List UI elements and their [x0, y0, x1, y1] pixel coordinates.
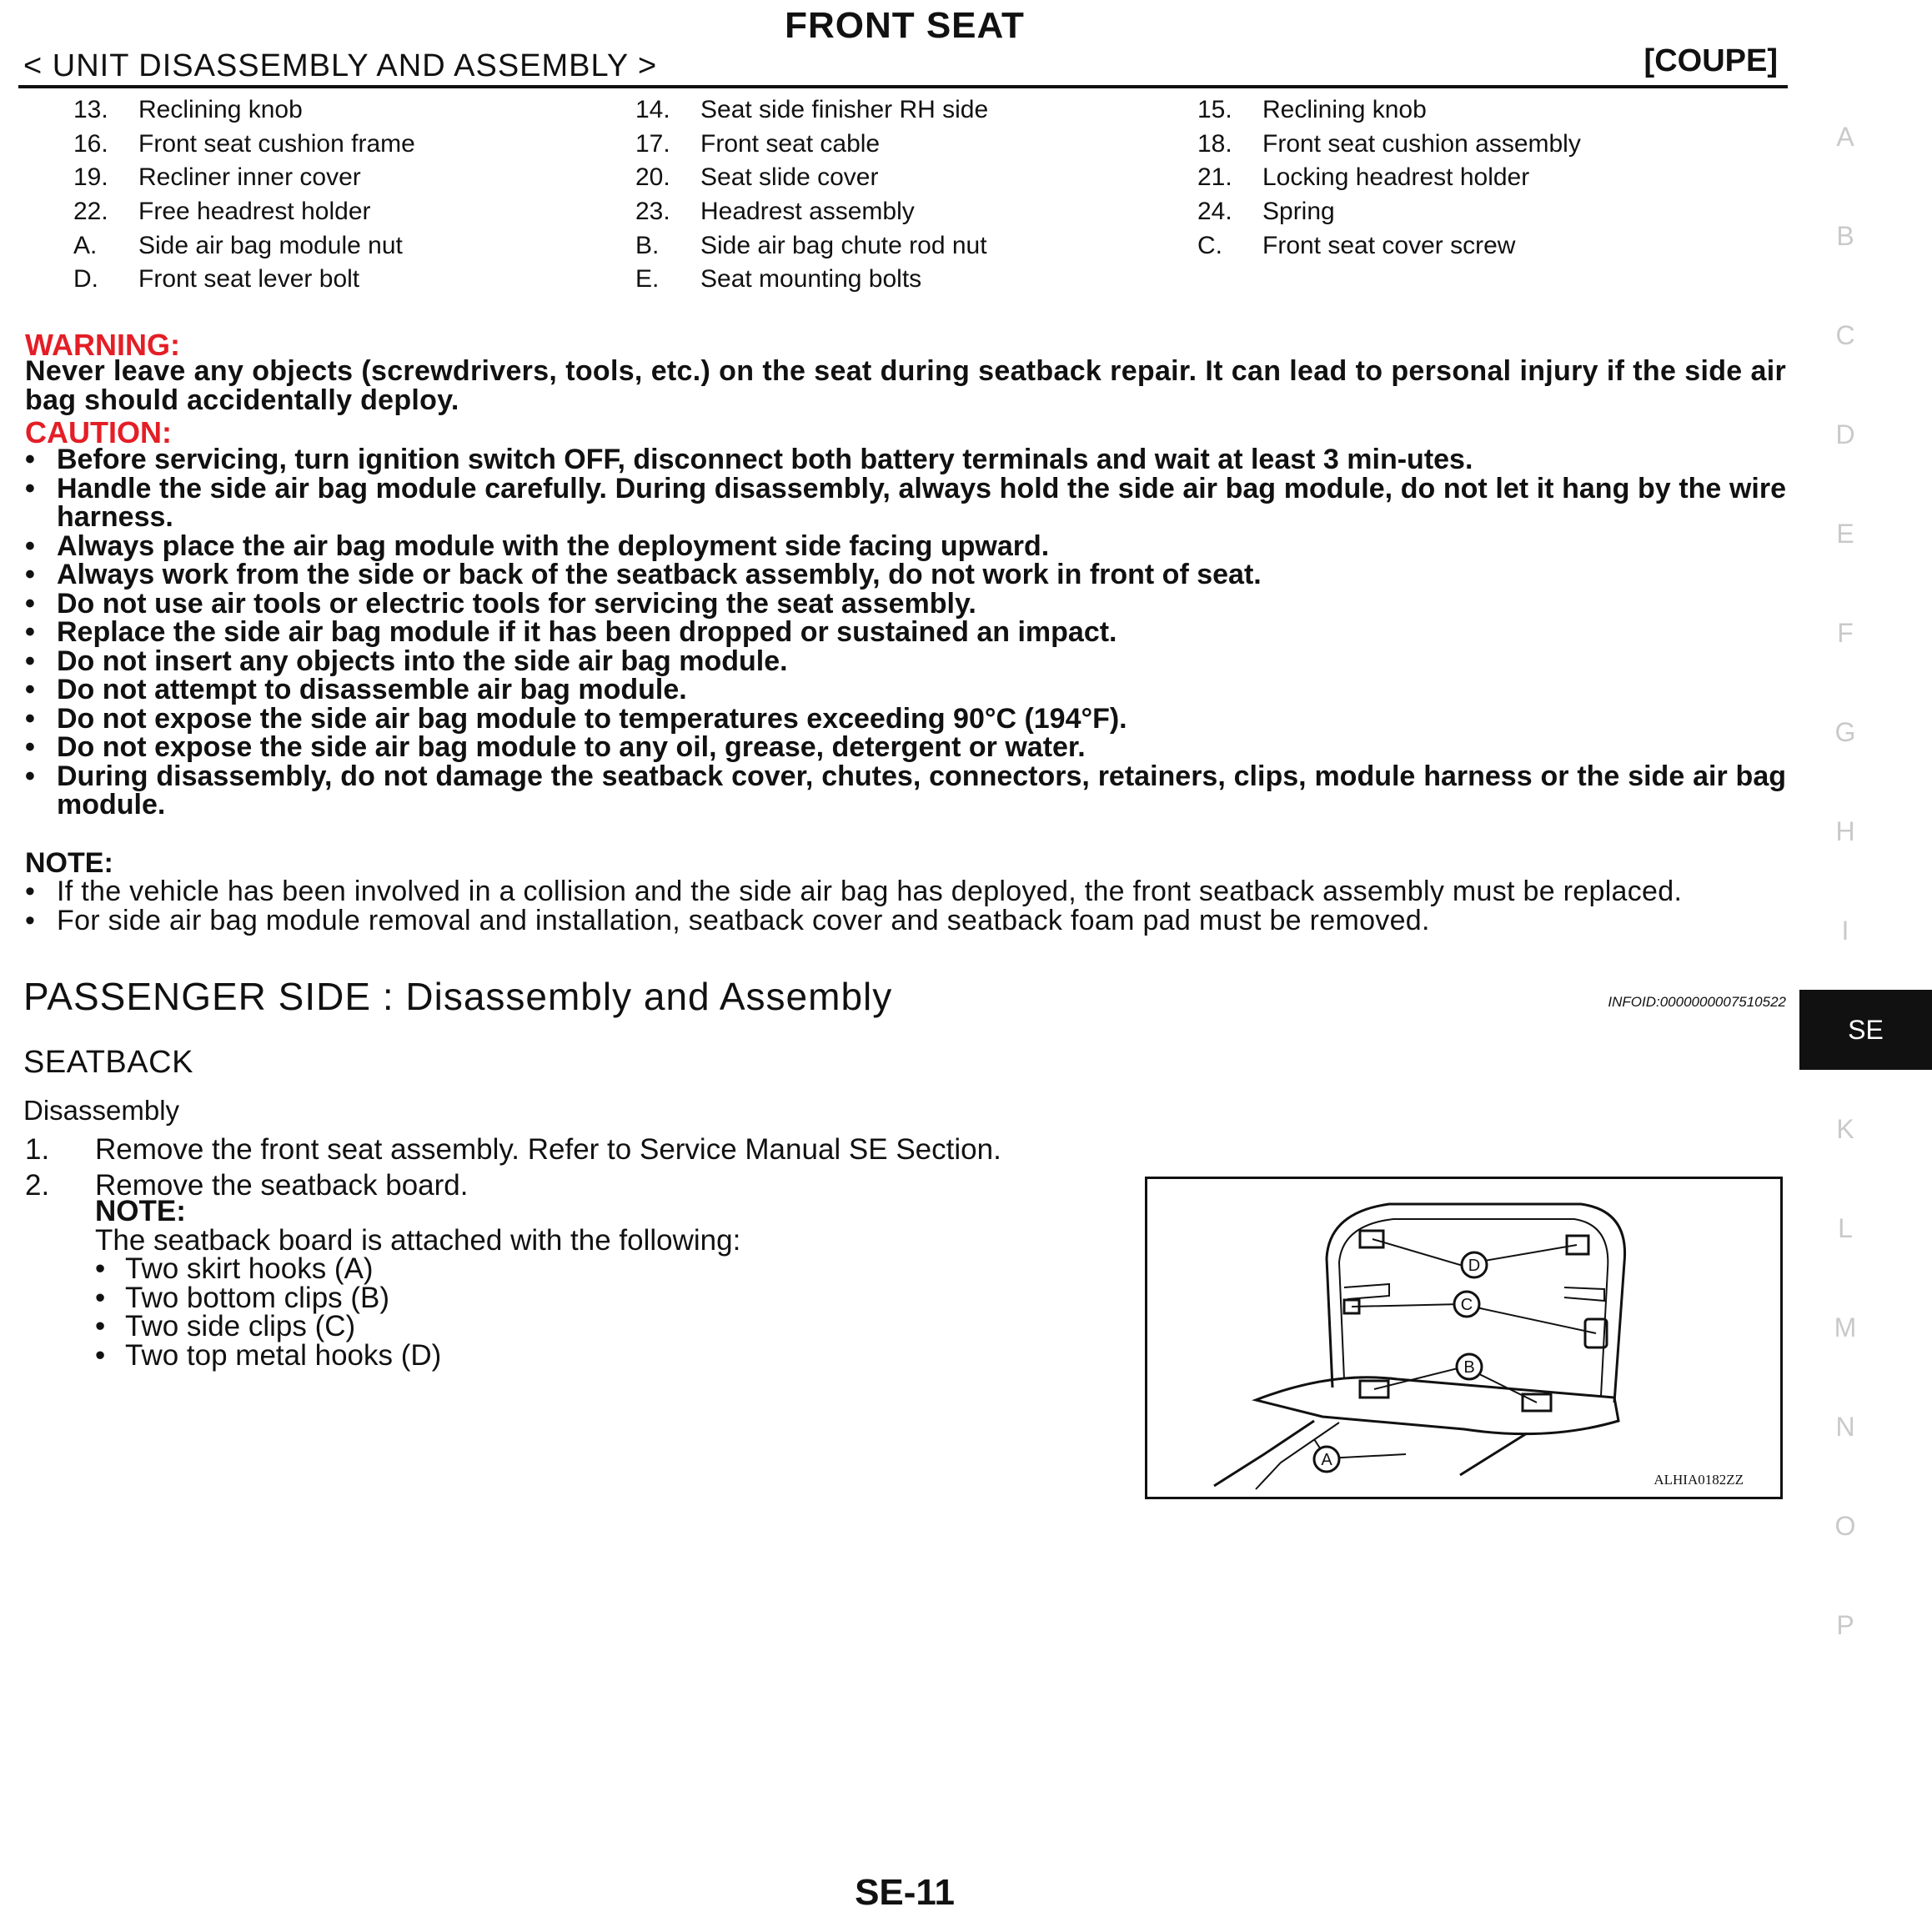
legend-number: A. — [73, 231, 98, 259]
index-tab-n[interactable]: N — [1835, 1412, 1855, 1442]
fastener-item — [95, 1252, 740, 1285]
note-label: NOTE: — [25, 847, 113, 879]
caution-text: Do not attempt to disassemble air bag module. — [57, 674, 687, 705]
legend-number: 20. — [635, 163, 670, 192]
legend-number: 13. — [73, 96, 108, 124]
legend-item — [635, 265, 1197, 294]
step-number: 2. — [25, 1168, 50, 1202]
note-text: For side air bag module removal and installation, seatback cover and seatback foam pad must be removed. — [57, 904, 1430, 936]
legend-row — [73, 93, 1783, 128]
legend-number: 23. — [635, 198, 670, 226]
bullet-icon: • — [25, 472, 35, 504]
figure-code: ALHIA0182ZZ — [1653, 1472, 1744, 1488]
index-tab-g[interactable]: G — [1834, 717, 1856, 747]
note-text: If the vehicle has been involved in a collision and the side air bag has deployed, the front seatback assembly must be replaced. — [57, 876, 1683, 907]
legend-label: Side air bag chute rod nut — [700, 231, 987, 259]
page-number: SE-11 — [855, 1872, 955, 1913]
legend-number: C. — [1197, 231, 1222, 259]
seatback-illustration — [1147, 1179, 1780, 1497]
step-text: Remove the front seat assembly. Refer to Service Manual SE Section. — [95, 1132, 1001, 1166]
caution-item — [25, 675, 1786, 705]
page-title: FRONT SEAT — [785, 5, 1025, 46]
caution-text: Do not expose the side air bag module to temperatures exceeding 90°C (194°F). — [57, 702, 1127, 735]
parts-legend — [73, 93, 1783, 297]
legend-item — [1197, 163, 1759, 192]
note-item — [25, 877, 1786, 906]
legend-item — [73, 265, 635, 294]
legend-label: Recliner inner cover — [138, 163, 361, 192]
index-tab-e[interactable]: E — [1836, 519, 1854, 549]
caution-text: Always work from the side or back of the seatback assembly, do not work in front of seat. — [57, 559, 1262, 590]
bullet-icon: • — [95, 1252, 106, 1285]
caution-item — [25, 762, 1786, 820]
legend-item — [73, 96, 635, 124]
section-index-tabs — [1799, 0, 1932, 1922]
legend-item — [635, 232, 1197, 260]
bullet-icon: • — [25, 674, 35, 705]
index-tab-a[interactable]: A — [1836, 122, 1854, 152]
legend-item — [635, 198, 1197, 226]
fastener-text: Two bottom clips (B) — [125, 1281, 390, 1314]
procedure-steps — [25, 1132, 1001, 1203]
caution-item — [25, 474, 1786, 532]
index-tab-h[interactable]: H — [1835, 816, 1855, 846]
bullet-icon: • — [25, 616, 35, 648]
index-tab-d[interactable]: D — [1835, 419, 1855, 449]
legend-item — [1197, 130, 1759, 158]
caution-item — [25, 560, 1786, 590]
caution-text: Do not insert any objects into the side air bag module. — [57, 645, 788, 677]
legend-row — [73, 161, 1783, 195]
step — [25, 1132, 1001, 1167]
callout-a: A — [1321, 1451, 1332, 1469]
legend-row — [73, 195, 1783, 229]
legend-number: E. — [635, 265, 660, 294]
caution-item — [25, 647, 1786, 676]
index-tab-se[interactable]: SE — [1799, 990, 1932, 1070]
fastener-text: Two side clips (C) — [125, 1310, 356, 1342]
index-tab-i[interactable]: I — [1841, 916, 1849, 946]
legend-label: Front seat cushion assembly — [1262, 129, 1581, 158]
caution-list — [25, 445, 1786, 820]
bullet-icon: • — [95, 1338, 106, 1372]
index-tab-l[interactable]: L — [1838, 1213, 1853, 1243]
caution-item — [25, 445, 1786, 474]
seat-rail-right — [1460, 1433, 1527, 1475]
bullet-icon: • — [25, 904, 36, 936]
caution-item — [25, 529, 1786, 562]
legend-label: Free headrest holder — [138, 198, 371, 226]
legend-row — [73, 263, 1783, 297]
side-bar-right — [1564, 1287, 1604, 1301]
bullet-icon: • — [25, 645, 35, 677]
fastener-item — [95, 1338, 740, 1372]
legend-label: Reclining knob — [138, 96, 303, 124]
bullet-icon: • — [25, 760, 35, 792]
legend-number: 22. — [73, 198, 108, 226]
legend-item — [1197, 232, 1759, 260]
bullet-icon: • — [25, 559, 35, 590]
legend-item — [73, 198, 635, 226]
note-item — [25, 906, 1786, 936]
legend-number: 17. — [635, 129, 670, 158]
fastener-item — [95, 1281, 740, 1314]
step2-note — [95, 1197, 740, 1370]
seat-rail-left — [1214, 1421, 1314, 1486]
legend-number: 15. — [1197, 96, 1232, 124]
legend-item — [1197, 198, 1759, 226]
legend-item — [73, 232, 635, 260]
fastener-text: Two top metal hooks (D) — [125, 1338, 442, 1372]
legend-row — [73, 128, 1783, 162]
callout-c: C — [1460, 1296, 1473, 1314]
header-rule — [18, 85, 1788, 88]
step-note-intro: The seatback board is attached with the following: — [95, 1223, 741, 1257]
index-tab-o[interactable]: O — [1834, 1511, 1856, 1541]
legend-number: D. — [73, 265, 98, 294]
caution-text: During disassembly, do not damage the seatback cover, chutes, connectors, retainers, clips, module harness or the side air bag module. — [57, 760, 1786, 820]
legend-number: 16. — [73, 129, 108, 158]
top-hook-right — [1567, 1236, 1588, 1254]
bullet-icon: • — [25, 587, 35, 620]
legend-number: 19. — [73, 163, 108, 192]
caution-item — [25, 733, 1786, 762]
legend-label: Locking headrest holder — [1262, 163, 1530, 192]
legend-item — [73, 163, 635, 192]
caution-text: Always place the air bag module with the deployment side facing upward. — [57, 529, 1050, 562]
model-tag: [COUPE] — [1643, 43, 1778, 78]
seatback-board-figure — [1145, 1177, 1783, 1499]
note-list — [25, 877, 1786, 935]
caution-text: Before servicing, turn ignition switch OFF, disconnect both battery terminals and wait at least 3 min-utes. — [57, 444, 1473, 475]
caution-text: Handle the side air bag module carefully. During disassembly, always hold the side air bag module, do not let it hang by the wire harness. — [57, 472, 1786, 533]
warning-label: WARNING: — [25, 328, 180, 362]
side-bar-left — [1344, 1284, 1389, 1299]
legend-number: B. — [635, 231, 660, 259]
caution-text: Do not use air tools or electric tools for servicing the seat assembly. — [57, 587, 976, 620]
subsection-title: SEATBACK — [23, 1045, 193, 1080]
step-number: 1. — [25, 1132, 50, 1166]
legend-label: Seat slide cover — [700, 163, 879, 192]
fastener-text: Two skirt hooks (A) — [125, 1252, 374, 1285]
legend-number: 21. — [1197, 163, 1232, 192]
info-id: INFOID:0000000007510522 — [1608, 994, 1786, 1010]
legend-label: Front seat cushion frame — [138, 129, 415, 158]
caution-text: Do not expose the side air bag module to any oil, grease, detergent or water. — [57, 731, 1086, 763]
caution-label: CAUTION: — [25, 415, 172, 449]
legend-label: Spring — [1262, 198, 1335, 226]
legend-label: Side air bag module nut — [138, 231, 403, 259]
fastener-list — [95, 1252, 740, 1372]
index-tab-m[interactable]: M — [1834, 1312, 1857, 1342]
fastener-item — [95, 1312, 740, 1342]
legend-item — [1197, 96, 1759, 124]
callout-b: B — [1463, 1358, 1475, 1377]
index-tab-b[interactable]: B — [1836, 221, 1854, 251]
legend-item — [635, 96, 1197, 124]
legend-label: Front seat lever bolt — [138, 265, 360, 294]
step-note-label: NOTE: — [95, 1195, 186, 1227]
legend-label: Seat side finisher RH side — [700, 96, 989, 124]
callout-d: D — [1468, 1257, 1481, 1275]
legend-label: Front seat cable — [700, 129, 881, 158]
caution-item — [25, 587, 1786, 620]
caution-text: Replace the side air bag module if it has been dropped or sustained an impact. — [57, 616, 1117, 648]
legend-item — [635, 163, 1197, 192]
procedure-title: Disassembly — [23, 1095, 180, 1126]
legend-row — [73, 228, 1783, 263]
section-subheader: < UNIT DISASSEMBLY AND ASSEMBLY > — [23, 48, 658, 83]
bullet-icon: • — [25, 444, 35, 475]
legend-number: 24. — [1197, 198, 1232, 226]
legend-item — [635, 130, 1197, 158]
bullet-icon: • — [95, 1310, 106, 1342]
legend-label: Front seat cover screw — [1262, 231, 1516, 259]
top-hook-left — [1360, 1231, 1383, 1247]
warning-text: Never leave any objects (screwdrivers, tools, etc.) on the seat during seatback repair. It can lead to personal injury if the side air bag should accidentally deploy. — [25, 355, 1786, 416]
legend-label: Reclining knob — [1262, 96, 1427, 124]
bullet-icon: • — [95, 1281, 106, 1314]
caution-item — [25, 702, 1786, 735]
bullet-icon: • — [25, 529, 35, 562]
seat-cushion — [1256, 1378, 1618, 1434]
index-tab-f[interactable]: F — [1837, 618, 1854, 648]
index-tab-p[interactable]: P — [1836, 1610, 1854, 1640]
legend-item — [73, 130, 635, 158]
step-text: Remove the seatback board. — [95, 1168, 469, 1202]
index-tab-c[interactable]: C — [1835, 320, 1855, 350]
bullet-icon: • — [25, 702, 35, 735]
legend-number: 18. — [1197, 129, 1232, 158]
index-tab-k[interactable]: K — [1836, 1114, 1854, 1144]
bullet-icon: • — [25, 731, 35, 763]
section-title: PASSENGER SIDE : Disassembly and Assembly — [23, 975, 893, 1018]
bullet-icon: • — [25, 876, 36, 907]
caution-item — [25, 618, 1786, 647]
legend-number: 14. — [635, 96, 670, 124]
legend-label: Seat mounting bolts — [700, 265, 922, 294]
legend-label: Headrest assembly — [700, 198, 915, 226]
